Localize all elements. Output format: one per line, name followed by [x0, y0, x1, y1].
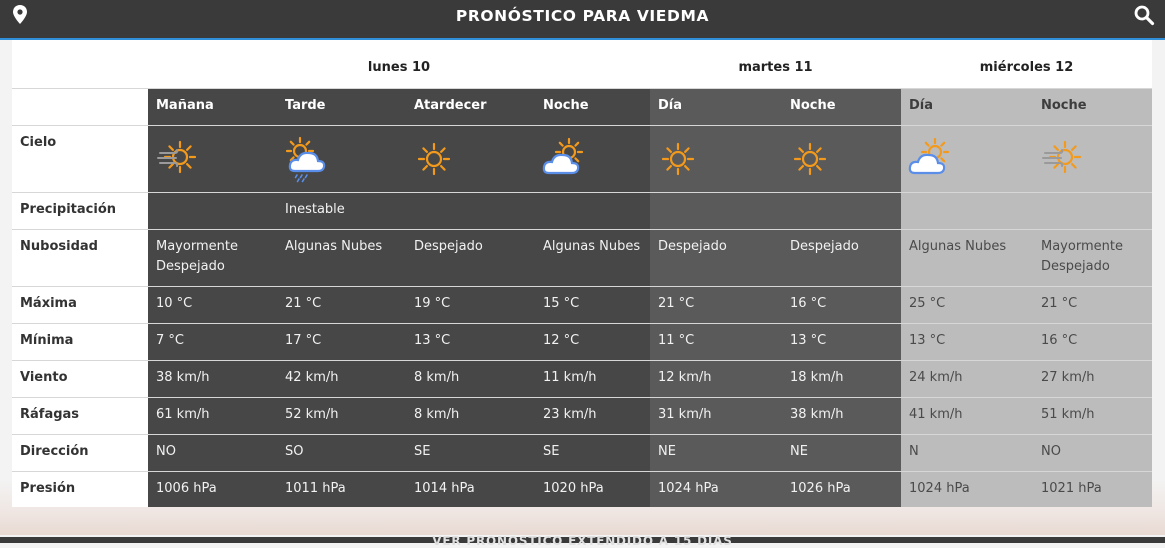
sun-icon: [656, 137, 700, 181]
row-label: Precipitación: [20, 202, 117, 217]
cell-wind: 42 km/h: [285, 370, 339, 385]
cell-pressure: 1026 hPa: [790, 481, 851, 496]
row-divider: [12, 192, 1152, 193]
cell-min: 17 °C: [285, 333, 322, 348]
cell-clouds: Algunas Nubes: [285, 239, 383, 254]
cell-min: 13 °C: [909, 333, 946, 348]
cell-pressure: 1014 hPa: [414, 481, 475, 496]
extended-forecast-link[interactable]: VER PRONÓSTICO EXTENDIDO A 15 DÍAS: [432, 534, 733, 548]
row-label: Dirección: [20, 444, 89, 459]
cell-gusts: 52 km/h: [285, 407, 339, 422]
cell-min: 16 °C: [1041, 333, 1078, 348]
cell-wind: 27 km/h: [1041, 370, 1095, 385]
cell-max: 21 °C: [658, 296, 695, 311]
cell-min: 7 °C: [156, 333, 184, 348]
cell-max: 19 °C: [414, 296, 451, 311]
cell-wind: 11 km/h: [543, 370, 597, 385]
sun-cloud-icon: [907, 137, 951, 181]
row-divider: [12, 360, 1152, 361]
cell-max: 15 °C: [543, 296, 580, 311]
row-divider: [12, 88, 1152, 89]
row-label: Cielo: [20, 135, 57, 150]
cell-pressure: 1024 hPa: [909, 481, 970, 496]
period-header: Noche: [543, 98, 589, 113]
cell-dir: NE: [658, 444, 676, 459]
cell-gusts: 31 km/h: [658, 407, 712, 422]
sun-icon: [788, 137, 832, 181]
cell-clouds: Despejado: [658, 239, 727, 254]
cell-pressure: 1006 hPa: [156, 481, 217, 496]
row-divider: [12, 125, 1152, 126]
day-header: lunes 10: [367, 60, 431, 75]
sun-cloud-rain-icon: [283, 137, 327, 181]
cell-wind: 12 km/h: [658, 370, 712, 385]
cell-wind: 38 km/h: [156, 370, 210, 385]
period-header: Noche: [1041, 98, 1087, 113]
period-header: Atardecer: [414, 98, 487, 113]
cell-max: 25 °C: [909, 296, 946, 311]
wind-sun-icon: [1039, 137, 1083, 181]
row-divider: [12, 229, 1152, 230]
day-header: martes 11: [738, 60, 813, 75]
cell-max: 21 °C: [1041, 296, 1078, 311]
row-label: Mínima: [20, 333, 74, 348]
cell-min: 13 °C: [414, 333, 451, 348]
row-label: Máxima: [20, 296, 77, 311]
period-header: Noche: [790, 98, 836, 113]
top-bar: [0, 0, 1165, 40]
cell-dir: NE: [790, 444, 808, 459]
cell-pressure: 1020 hPa: [543, 481, 604, 496]
cell-dir: N: [909, 444, 919, 459]
row-label: Viento: [20, 370, 68, 385]
cell-gusts: 41 km/h: [909, 407, 963, 422]
page-title: PRONÓSTICO PARA VIEDMA: [455, 7, 710, 25]
cell-max: 21 °C: [285, 296, 322, 311]
cell-wind: 24 km/h: [909, 370, 963, 385]
cell-pressure: 1024 hPa: [658, 481, 719, 496]
cell-min: 12 °C: [543, 333, 580, 348]
cell-clouds: Algunas Nubes: [909, 239, 1007, 254]
day-header: miércoles 12: [979, 60, 1074, 75]
cell-max: 10 °C: [156, 296, 193, 311]
cell-precip: Inestable: [285, 202, 345, 217]
cell-clouds: Despejado: [790, 239, 859, 254]
forecast-table: [12, 40, 1152, 507]
cell-pressure: 1021 hPa: [1041, 481, 1102, 496]
row-divider: [12, 286, 1152, 287]
extended-forecast-bar[interactable]: [0, 534, 1165, 548]
period-header: Mañana: [156, 98, 214, 113]
cell-clouds: Algunas Nubes: [543, 239, 641, 254]
cell-dir: SE: [414, 444, 431, 459]
cell-gusts: 61 km/h: [156, 407, 210, 422]
cell-gusts: 38 km/h: [790, 407, 844, 422]
period-header: Tarde: [285, 98, 326, 113]
cell-dir: SE: [543, 444, 560, 459]
row-label: Presión: [20, 481, 76, 496]
cell-clouds: Despejado: [414, 239, 483, 254]
cell-wind: 18 km/h: [790, 370, 844, 385]
wind-sun-icon: [154, 137, 198, 181]
row-divider: [12, 323, 1152, 324]
period-header: Día: [909, 98, 934, 113]
cell-gusts: 8 km/h: [414, 407, 460, 422]
row-label: Nubosidad: [20, 239, 98, 254]
cell-gusts: 51 km/h: [1041, 407, 1095, 422]
cell-clouds: Mayormente Despejado: [156, 239, 238, 274]
cell-pressure: 1011 hPa: [285, 481, 346, 496]
cell-dir: SO: [285, 444, 304, 459]
cell-dir: NO: [1041, 444, 1061, 459]
cell-gusts: 23 km/h: [543, 407, 597, 422]
search-icon[interactable]: [1133, 4, 1155, 26]
row-label: Ráfagas: [20, 407, 80, 422]
row-divider: [12, 397, 1152, 398]
row-divider: [12, 471, 1152, 472]
period-header: Día: [658, 98, 683, 113]
cell-min: 13 °C: [790, 333, 827, 348]
cell-clouds: Mayormente Despejado: [1041, 239, 1123, 274]
sun-cloud-icon: [541, 137, 585, 181]
cell-dir: NO: [156, 444, 176, 459]
cell-max: 16 °C: [790, 296, 827, 311]
row-divider: [12, 434, 1152, 435]
sun-icon: [412, 137, 456, 181]
cell-wind: 8 km/h: [414, 370, 460, 385]
cell-min: 11 °C: [658, 333, 695, 348]
